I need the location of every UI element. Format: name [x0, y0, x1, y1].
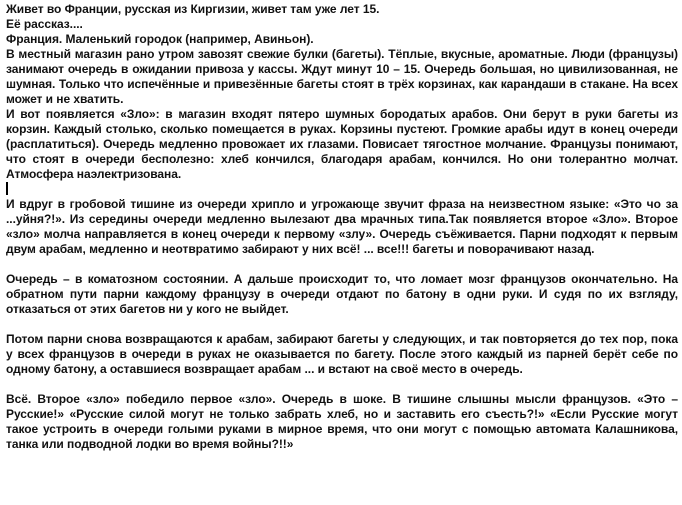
intro-line-2: Её рассказ.... [6, 17, 83, 31]
paragraph-2: И вот появляется «Зло»: в магазин входят пятеро шумных бородатых арабов. Они берут в руки багеты из корзин. Каждый столько, сколько помещается в руках. Корзины пустеют. Громкие арабы идут в конец очереди (расплатиться). Очередь медленно провожает их глазами. Повисает тягостное молчание. Французы понимают, что стоят в очереди бесполезно: хлеб кончился, благодаря арабам, кончился. Но они толерантно молчат. Атмосфера наэлектризована. [6, 107, 678, 181]
text-caret [6, 182, 8, 195]
document-text [6, 2, 678, 452]
paragraph-1: В местный магазин рано утром завозят свежие булки (багеты). Тёплые, вкусные, ароматные. Люди (французы) занимают очередь в ожидании привоза у кассы. Ждут минут 10 – 15. Очередь большая, но цивилизованная, не шумная. Только что испечённые и привезённые багеты стоят в трёх корзинах, как карандаши в стакане. На всех может и не хватить. [6, 47, 678, 106]
text-caret-line [6, 182, 678, 197]
paragraph-5: Потом парни снова возвращаются к арабам, забирают багеты у следующих, и так повторяется до тех пор, пока у всех французов в очереди в руках не оказывается по багету. После этого каждый из парней берёт себе по одному батону, а оставшиеся возвращает арабам ... и встают на своё место в очередь. [6, 332, 678, 376]
paragraph-3: И вдруг в гробовой тишине из очереди хрипло и угрожающе звучит фраза на неизвестном языке: «Это чо за ...уйня?!». Из середины очереди медленно вылезают два мрачных типа.Так появляется второе «Зло». Второе «зло» молча направляется в конец очереди к первому «злу». Очередь съёживается. Парни подходят к первым двум арабам, медленно и неотвратимо забирают у них всё! ... все!!! багеты и поворачивают назад. [6, 197, 678, 256]
intro-line-3: Франция. Маленький городок (например, Авиньон). [6, 32, 314, 46]
paragraph-6: Всё. Второе «зло» победило первое «зло». Очередь в шоке. В тишине слышны мысли французов. «Это –Русские!» «Русские силой могут не только забрать хлеб, но и заставить его съесть?!» «Если Русские могут такое устроить в очереди голыми руками в мирное время, что они могут с помощью автомата Калашникова, танка или подводной лодки во время войны?!!» [6, 392, 678, 451]
intro-line-1: Живет во Франции, русская из Киргизии, живет там уже лет 15. [6, 2, 380, 16]
paragraph-4: Очередь – в коматозном состоянии. А дальше происходит то, что ломает мозг французов окончательно. На обратном пути парни каждому французу в очереди отдают по батону в одни руки. И судя по их взгляду, отказаться от этих багетов ни у кого не выйдет. [6, 272, 678, 316]
